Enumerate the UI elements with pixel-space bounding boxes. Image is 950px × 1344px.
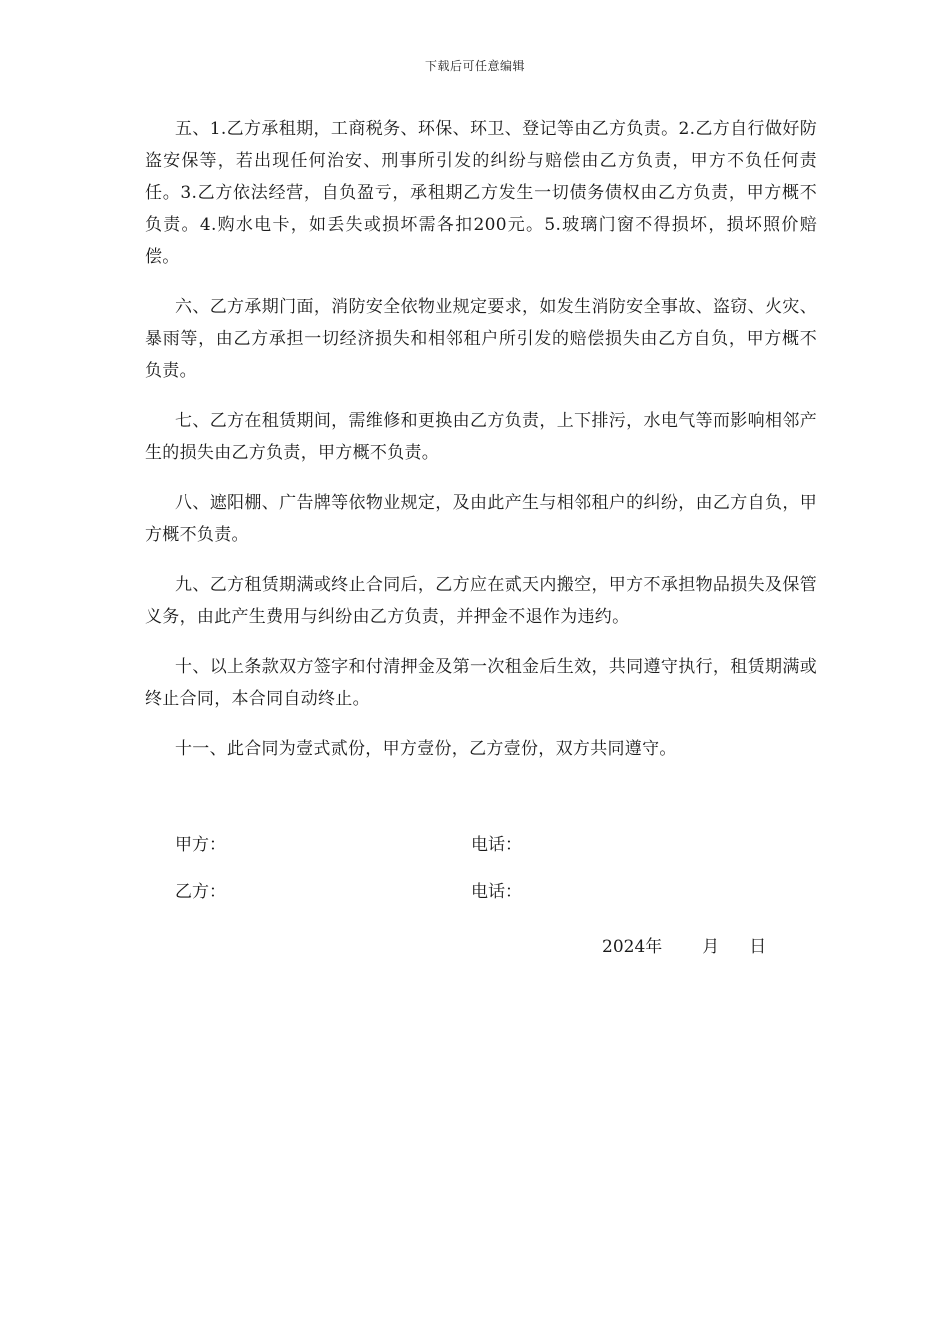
clause-7: 七、乙方在租赁期间，需维修和更换由乙方负责，上下排污，水电气等而影响相邻产生的损失由乙方负责，甲方概不负责。 bbox=[145, 411, 817, 463]
clause-9: 九、乙方租赁期满或终止合同后，乙方应在贰天内搬空，甲方不承担物品损失及保管义务，由此产生费用与纠纷由乙方负责，并押金不退作为违约。 bbox=[145, 575, 817, 627]
signature-row-party-a bbox=[175, 830, 815, 877]
clause-8: 八、遮阳棚、广告牌等依物业规定，及由此产生与相邻租户的纠纷，由乙方自负，甲方概不负责。 bbox=[145, 493, 817, 545]
date-day: 日 bbox=[749, 937, 767, 957]
party-a-label: 甲方： bbox=[175, 835, 226, 855]
date-year: 2024年 bbox=[602, 937, 663, 957]
clause-5: 五、1.乙方承租期，工商税务、环保、环卫、登记等由乙方负责。2.乙方自行做好防盗安保等，若出现任何治安、刑事所引发的纠纷与赔偿由乙方负责，甲方不负任何责任。3.乙方依法经营，自负盈亏，承租期乙方发生一切债务债权由乙方负责，甲方概不负责。4.购水电卡，如丢失或损坏需各扣200元。5.玻璃门窗不得损坏，损坏照价赔偿。 bbox=[145, 119, 817, 267]
signature-block bbox=[175, 830, 815, 924]
clause-6: 六、乙方承期门面，消防安全依物业规定要求，如发生消防安全事故、盗窃、火灾、暴雨等，由乙方承担一切经济损失和相邻租户所引发的赔偿损失由乙方自负，甲方概不负责。 bbox=[145, 297, 817, 381]
clause-11: 十一、此合同为壹式贰份，甲方壹份，乙方壹份，双方共同遵守。 bbox=[175, 739, 677, 759]
header-note: 下载后可任意编辑 bbox=[424, 59, 525, 73]
party-a-phone-label: 电话： bbox=[471, 835, 522, 855]
signature-row-party-b bbox=[175, 877, 815, 924]
party-b-phone-label: 电话： bbox=[471, 882, 522, 902]
party-b-label: 乙方： bbox=[175, 882, 226, 902]
date-month: 月 bbox=[702, 937, 720, 957]
clause-10: 十、以上条款双方签字和付清押金及第一次租金后生效，共同遵守执行，租赁期满或终止合同，本合同自动终止。 bbox=[145, 657, 817, 709]
contract-body bbox=[145, 113, 817, 783]
date-line bbox=[602, 932, 766, 957]
